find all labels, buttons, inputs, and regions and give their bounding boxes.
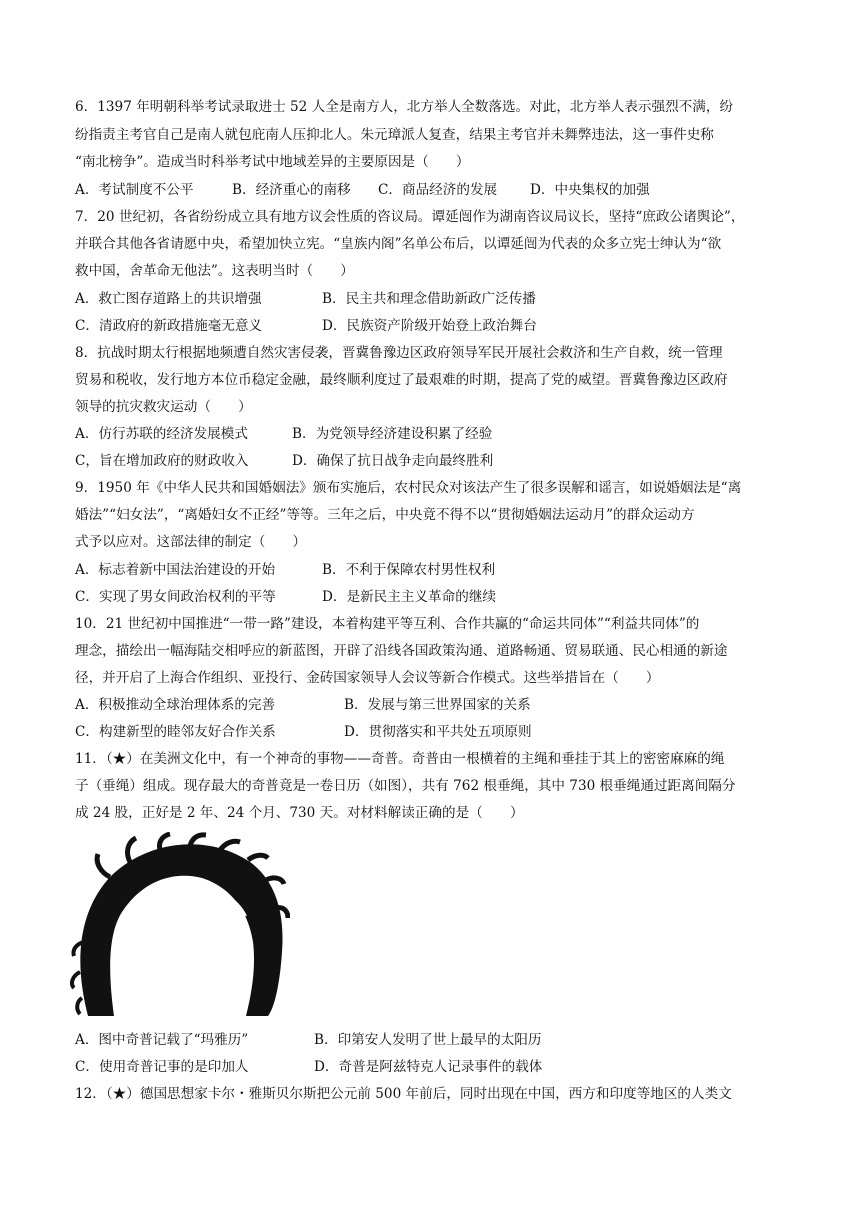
q11-line-1: 11．（★）在美洲文化中，有一个神奇的事物——奇普。奇普由一根横着的主绳和垂挂于其上的密密麻麻的绳 [75,751,725,767]
q9-option-a[interactable]: A．标志着新中国法治建设的开始 [75,562,276,578]
q11-option-a[interactable]: A．图中奇普记载了“玛雅历” [75,1032,249,1048]
q9-option-b[interactable]: B．不利于保障农村男性权利 [322,562,496,578]
q9-line-2: 婚法”“妇女法”，“离婚妇女不正经”等等。三年之后，中央竟不得不以“贯彻婚姻法运动月”的群众运动方 [75,507,695,523]
q8-option-c[interactable]: C，旨在增加政府的财政收入 [75,453,249,469]
q11-line-3: 成 24 股，正好是 2 年、24 个月、730 天。对材料解读正确的是（ ） [75,805,524,821]
q11-option-d[interactable]: D．奇普是阿兹特克人记录事件的载体 [314,1059,543,1075]
q10-option-a[interactable]: A．积极推动全球治理体系的完善 [75,697,276,713]
q10-line-2: 理念，描绘出一幅海陆交相呼应的新蓝图，开辟了沿线各国政策沟通、道路畅通、贸易联通、民心相通的新途 [75,643,728,659]
q6-line-3: “南北榜争”。造成当时科举考试中地域差异的主要原因是（ ） [75,154,470,170]
q10-option-b[interactable]: B．发展与第三世界国家的关系 [344,697,531,713]
q7-option-d[interactable]: D．民族资产阶级开始登上政治舞台 [322,318,537,334]
q7-option-b[interactable]: B．民主共和理念借助新政广泛传播 [322,291,536,307]
q9-line-3: 式予以应对。这部法律的制定（ ） [75,534,307,550]
q11-line-2: 子（垂绳）组成。现存最大的奇普竟是一卷日历（如图），共有 762 根垂绳，其中 730 根垂绳通过距离间隔分 [75,778,736,794]
q6-option-c[interactable]: C．商品经济的发展 [378,182,498,198]
q9-option-d[interactable]: D．是新民主主义革命的继续 [322,589,497,605]
q11-option-c[interactable]: C．使用奇普记事的是印加人 [75,1059,249,1075]
q6-option-b[interactable]: B．经济重心的南移 [232,182,351,198]
q6-option-d[interactable]: D．中央集权的加强 [530,182,650,198]
q11-option-b[interactable]: B．印第安人发明了世上最早的太阳历 [314,1032,542,1048]
q8-line-3: 领导的抗灾救灾运动（ ） [75,399,252,415]
q8-option-b[interactable]: B．为党领导经济建设积累了经验 [292,426,493,442]
quipu-figure [70,832,290,1018]
q8-option-d[interactable]: D．确保了抗日战争走向最终胜利 [292,453,494,469]
q7-line-2: 并联合其他各省请愿中央，希望加快立宪。“皇族内阁”名单公布后，以谭延闿为代表的众多立宪士绅认为“欲 [75,236,722,252]
q7-option-c[interactable]: C．清政府的新政措施毫无意义 [75,318,263,334]
q8-option-a[interactable]: A．仿行苏联的经济发展模式 [75,426,248,442]
q6-option-a[interactable]: A．考试制度不公平 [75,182,194,198]
q10-line-3: 径，并开启了上海合作组织、亚投行、金砖国家领导人会议等新合作模式。这些举措旨在（ ） [75,670,660,686]
q6-line-2: 纷指责主考官自己是南人就包庇南人压抑北人。朱元璋派人复查，结果主考官并未舞弊违法，这一事件史称 [75,127,714,143]
q8-line-1: 8．抗战时期太行根据地频遭自然灾害侵袭，晋冀鲁豫边区政府领导军民开展社会救济和生产自救，统一管理 [75,345,723,361]
q7-line-3: 救中国，舍革命无他法”。这表明当时（ ） [75,263,354,279]
q10-option-c[interactable]: C．构建新型的睦邻友好合作关系 [75,724,276,740]
q9-option-c[interactable]: C．实现了男女间政治权利的平等 [75,589,276,605]
q8-line-2: 贸易和税收，发行地方本位币稳定金融，最终顺利度过了最艰难的时期，提高了党的威望。晋冀鲁豫边区政府 [75,372,728,388]
q10-line-1: 10．21 世纪初中国推进“一带一路”建设，本着构建平等互利、合作共赢的“命运共同体”“利益共同体”的 [75,616,700,632]
q7-option-a[interactable]: A．救亡图存道路上的共识增强 [75,291,262,307]
q10-option-d[interactable]: D．贯彻落实和平共处五项原则 [344,724,532,740]
q9-line-1: 9．1950 年《中华人民共和国婚姻法》颁布实施后，农村民众对该法产生了很多误解和谣言，如说婚姻法是“离 [75,480,742,496]
q6-line-1: 6．1397 年明朝科举考试录取进士 52 人全是南方人，北方举人全数落选。对此，北方举人表示强烈不满，纷 [75,99,734,115]
q7-line-1: 7．20 世纪初，各省纷纷成立具有地方议会性质的咨议局。谭延闿作为湖南咨议局议长，坚持“庶政公诸舆论”， [75,209,745,225]
quipu-cords [72,834,288,1016]
q12-line-1: 12．（★）德国思想家卡尔・雅斯贝尔斯把公元前 500 年前后，同时出现在中国，西方和印度等地区的人类文 [75,1086,732,1102]
